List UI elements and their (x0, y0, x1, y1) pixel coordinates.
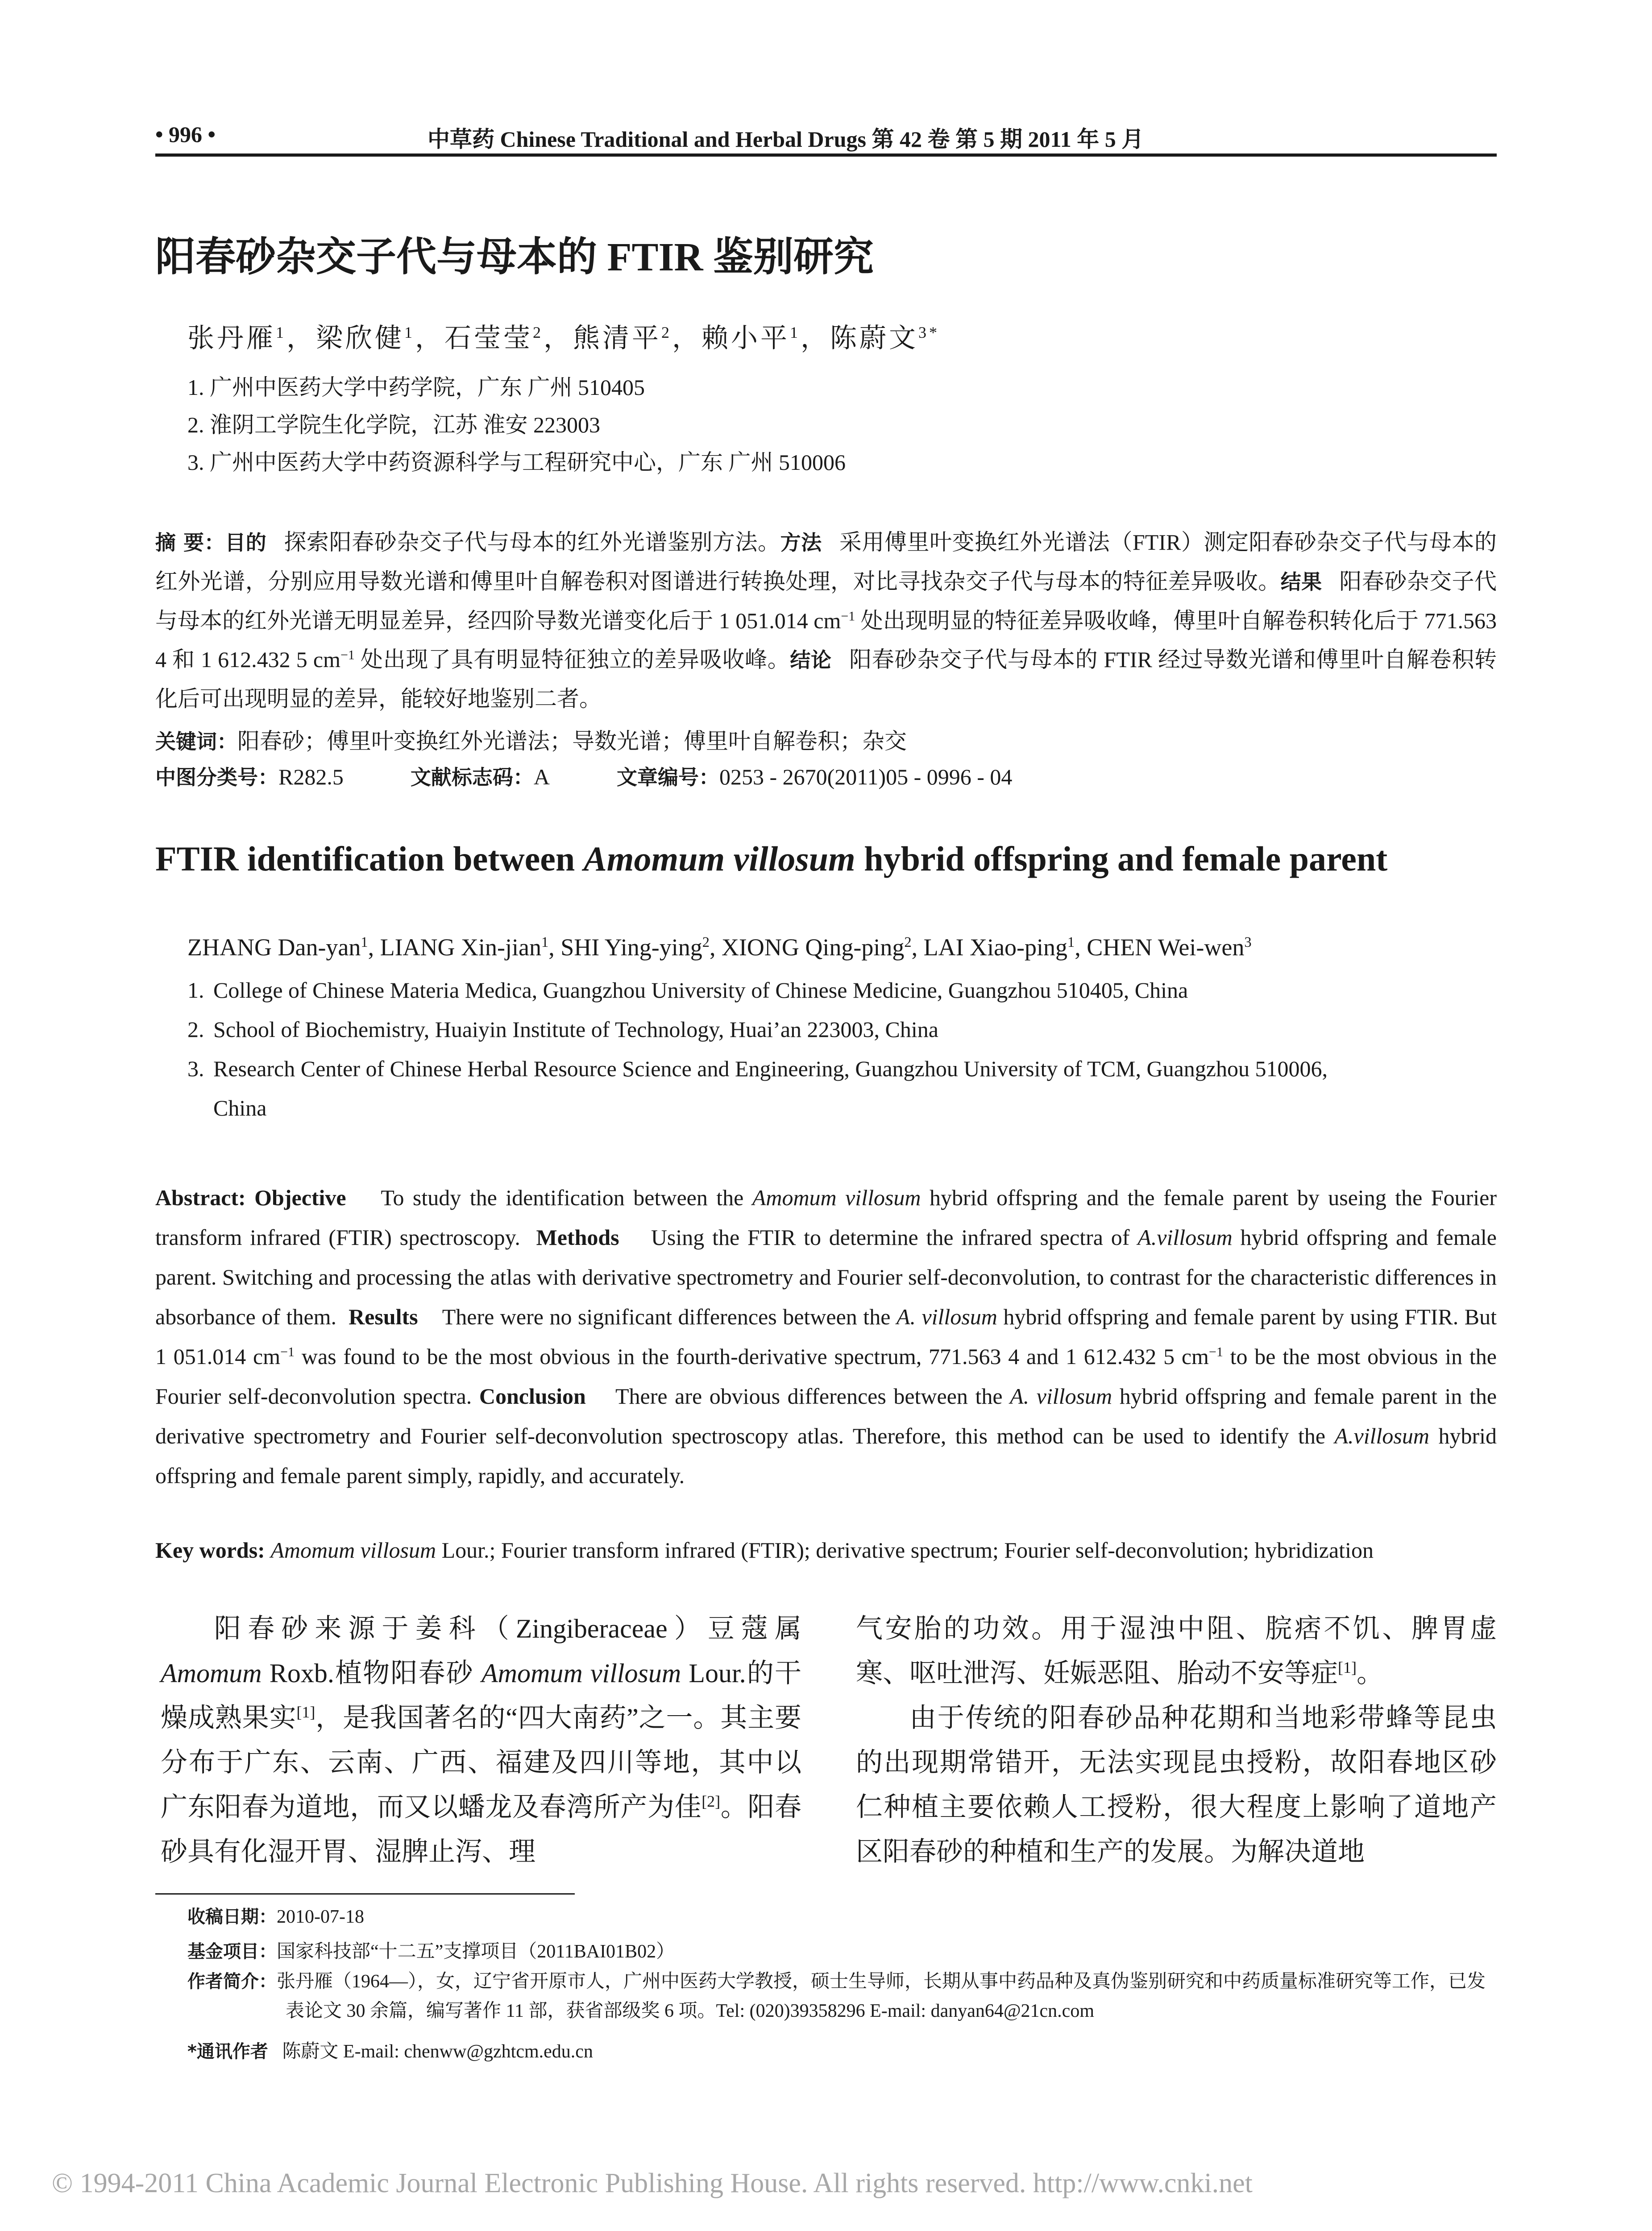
text: hybrid offspring and the female parent by useing the Fourier transform infrared (FTIR) spectroscopy. (155, 1185, 1497, 1250)
text: Using the FTIR to determine the infrared spectra of (651, 1225, 1138, 1250)
superscript: −1 (280, 1344, 295, 1360)
author-name: 张丹雁 (187, 323, 276, 353)
title-en-part2: hybrid offspring and female parent (855, 839, 1388, 878)
text: There were no significant differences between the (442, 1304, 897, 1329)
footnote-label: *通讯作者 (187, 2041, 268, 2062)
results-label: 结果 (1280, 570, 1322, 594)
journal-header: 中草药 Chinese Traditional and Herbal Drugs 第 42 卷 第 5 期 2011 年 5 月 (428, 127, 1144, 152)
text: hybrid offspring and female parent by using FTIR. But 1 051.014 cm (155, 1304, 1497, 1369)
species-name: Amomum villosum (481, 1659, 681, 1688)
aff-text: College of Chinese Materia Medica, Guangzhou University of Chinese Medicine, Guangzhou 510405, China (213, 978, 1188, 1003)
footnote-received (187, 1903, 364, 1928)
footnote-text: 张丹雁（1964—），女，辽宁省开原市人，广州中医药大学教授，硕士生导师，长期从事中药品种及真伪鉴别研究和中药质量标准研究等工作，已发表论文 30 余篇，编写著作 11 部，获省部级奖 6 项。Tel: (020)39358296 E-mail: danyan64@21cn.com (277, 1971, 1486, 2021)
author-name: 陈蔚文 (830, 323, 918, 353)
citation: [1] (296, 1703, 315, 1721)
conclusion-label: Conclusion (479, 1384, 586, 1409)
text: 。 (1356, 1659, 1383, 1688)
footnote-text: 陈蔚文 E-mail: chenww@gzhtcm.edu.cn (282, 2041, 593, 2062)
aff-text: School of Biochemistry, Huaiyin Institute of Technology, Huai’an 223003, China (213, 1017, 938, 1042)
page-number: • 996 • (155, 122, 216, 147)
body-paragraph: 由于传统的阳春砂品种花期和当地彩带蜂等昆虫的出现期常错开，无法实现昆虫授粉，故阳春地区砂仁种植主要依赖人工授粉，很大程度上影响了道地产区阳春砂的种植和生产的发展。为解决道地 (856, 1703, 1497, 1866)
text: ，是我国著名的“四大南药”之一。其主要分布于广东、云南、广西、福建及四川等地，其中以广东阳春为道地，而又以蟠龙及春湾所产为佳 (161, 1703, 802, 1822)
abstract-chinese (155, 523, 1497, 718)
text: To study the identification between the (381, 1185, 752, 1210)
affiliation-en-2 (187, 1016, 938, 1042)
objective-label: 目的 (225, 531, 267, 555)
author-affiliation-mark: 1 (404, 323, 415, 341)
species-name: A. villosum (1010, 1384, 1112, 1409)
aff-num: 2. (187, 1017, 204, 1042)
keywords-text-en: Lour.; Fourier transform infrared (FTIR); derivative spectrum; Fourier self-deconvolution; hybridization (436, 1538, 1374, 1563)
body-column-right (856, 1606, 1497, 1874)
body-column-left (161, 1606, 801, 1874)
author-name: 石莹莹 (444, 323, 533, 353)
abstract-english (155, 1178, 1497, 1496)
footnote-label: 基金项目： (187, 1941, 277, 1962)
superscript: −1 (1208, 1344, 1223, 1360)
citation: [1] (1338, 1659, 1357, 1676)
text: 阳春砂来源于姜科（Zingiberaceae）豆蔻属 (214, 1614, 801, 1643)
affiliation-cn-2: 2. 淮阴工学院生化学院，江苏 淮安 223003 (187, 412, 600, 437)
footnote-text: 国家科技部“十二五”支撑项目（2011BAI01B02） (277, 1941, 675, 1962)
footnote-corresponding (187, 2036, 593, 2063)
author-affiliation-mark: 1 (361, 934, 368, 950)
methods-label: 方法 (780, 531, 822, 555)
author-affiliation-mark: 2 (904, 934, 912, 950)
article-number-value: 0253 - 2670(2011)05 - 0996 - 04 (719, 764, 1013, 789)
author-name: ZHANG Dan-yan (187, 934, 361, 961)
species-name: Amomum villosum (270, 1538, 436, 1563)
results-text-3: 处出现了具有明显特征独立的差异吸收峰。 (354, 647, 790, 672)
conclusion-text: 阳春砂杂交子代与母本的 FTIR 经过导数光谱和傅里叶自解卷积转化后可出现明显的差异，能较好地鉴别二者。 (155, 647, 1497, 711)
affiliation-en-3-cont (213, 1095, 266, 1121)
author-name: 梁欣健 (316, 323, 404, 353)
author-affiliation-mark: 2 (533, 323, 544, 341)
text: There are obvious differences between the (615, 1384, 1010, 1409)
classification-line (155, 761, 1012, 791)
copyright-notice: © 1994-2011 China Academic Journal Electronic Publishing House. All rights reserved. http://www.cnki.net (52, 2168, 1253, 2198)
genus-name: Amomum (161, 1659, 262, 1688)
footnote-label: 作者简介： (187, 1971, 277, 1992)
superscript: −1 (841, 609, 855, 624)
author-affiliation-mark: 2 (702, 934, 710, 950)
text: to be the most obvious in the Fourier self-deconvolution spectra. (155, 1344, 1497, 1409)
species-name: A. villosum (896, 1304, 997, 1329)
footnote-text: 2010-07-18 (277, 1907, 364, 1927)
text: hybrid offspring and female parent in the derivative spectrometry and Fourier self-deconvolution spectroscopy atlas. Therefore, this method can be used to identify the (155, 1384, 1497, 1448)
citation: [2] (701, 1792, 721, 1810)
author-name: CHEN Wei-wen (1087, 934, 1245, 961)
superscript: −1 (340, 647, 355, 663)
author-affiliation-mark: 3* (918, 323, 940, 341)
aff-text: Research Center of Chinese Herbal Resource Science and Engineering, Guangzhou University of TCM, Guangzhou 510006, (213, 1056, 1328, 1081)
doc-code-value: A (533, 764, 550, 789)
keywords-english (155, 1530, 1497, 1570)
affiliation-en-1 (187, 977, 1188, 1003)
results-text: 阳春砂杂交子代与母本的红外光谱无明显差异，经四阶导数光谱变化后于 1 051.014 cm (155, 569, 1497, 633)
author-affiliation-mark: 1 (1067, 934, 1075, 950)
conclusion-label: 结论 (790, 648, 832, 672)
affiliation-en-3 (187, 1056, 1328, 1082)
title-english (155, 839, 1387, 879)
author-name: 熊清平 (573, 323, 661, 353)
article-number-label: 文章编号： (616, 765, 719, 789)
keywords-chinese (155, 722, 1497, 761)
doc-code-label: 文献标志码： (410, 765, 534, 789)
clc-label: 中图分类号： (155, 765, 278, 789)
results-label: Results (349, 1304, 418, 1329)
text: was found to be the most obvious in the fourth-derivative spectrum, 771.563 4 and 1 612.432 5 cm (295, 1344, 1209, 1369)
author-affiliation-mark: 1 (276, 323, 286, 341)
body-paragraph (856, 1606, 1497, 1696)
title-en-species: Amomum villosum (583, 839, 855, 878)
methods-text: 采用傅里叶变换红外光谱法（FTIR）测定阳春砂杂交子代与母本的红外光谱，分别应用导数光谱和傅里叶自解卷积对图谱进行转换处理，对比寻找杂交子代与母本的特征差异吸收。 (155, 530, 1497, 594)
results-text-2: 处出现明显的特征差异吸收峰，傅里叶自解卷积转化后于 771.563 4 和 1 612.432 5 cm (155, 608, 1497, 672)
clc-value: R282.5 (278, 764, 344, 789)
author-name: LIANG Xin-jian (380, 934, 542, 961)
author-name: 赖小平 (701, 323, 790, 353)
species-name: Amomum villosum (752, 1185, 921, 1210)
body-paragraph (161, 1606, 801, 1874)
title-en-part1: FTIR identification between (155, 839, 584, 878)
author-affiliation-mark: 3 (1244, 934, 1252, 950)
text: 。阳春砂具有化湿开胃、湿脾止泻、理 (161, 1792, 801, 1866)
keywords-label-en: Key words: (155, 1538, 265, 1563)
author-name: XIONG Qing-ping (721, 934, 905, 961)
author-affiliation-mark: 2 (661, 323, 672, 341)
authors-english: ZHANG Dan-yan$^1$, LIANG Xin-jian$^1$, SHI Ying-ying$^2$, XIONG Qing-ping$^2$, LAI Xiao-ping$^1$, CHEN Wei-wen$^3$ (187, 934, 1252, 961)
keywords-label: 关键词： (155, 730, 237, 754)
text: hybrid offspring and female parent simply, rapidly, and accurately. (155, 1423, 1497, 1488)
header-rule (155, 153, 1497, 157)
aff-text: China (213, 1095, 267, 1120)
text: 气安胎的功效。用于湿浊中阻、脘痞不饥、脾胃虚寒、呕吐泄泻、妊娠恶阻、胎动不安等症 (856, 1614, 1497, 1688)
species-name: A.villosum (1137, 1225, 1233, 1250)
species-name: A.villosum (1334, 1423, 1429, 1448)
text: Lour.的干燥成熟果实 (161, 1659, 801, 1733)
author-name: LAI Xiao-ping (923, 934, 1068, 961)
footnote-rule (155, 1893, 575, 1895)
author-name: SHI Ying-ying (560, 934, 702, 961)
title-chinese: 阳春砂杂交子代与母本的 FTIR 鉴别研究 (155, 235, 874, 279)
footnote-fund (187, 1937, 675, 1963)
authors-chinese: 张丹雁$^1$，梁欣健$^1$，石莹莹$^2$，熊清平$^2$，赖小平$^1$，陈蔚文$^{3*}$ (187, 323, 940, 353)
affiliation-cn-3: 3. 广州中医药大学中药资源科学与工程研究中心，广东 广州 510006 (187, 450, 846, 475)
footnote-bio (187, 1967, 1490, 2026)
aff-num: 3. (187, 1056, 204, 1081)
text: hybrid offspring and female parent. Switching and processing the atlas with derivative spectrometry and Fourier self-deconvolution, to contrast for the characteristic differences in absorbance of them. (155, 1225, 1497, 1329)
author-affiliation-mark: 1 (541, 934, 549, 950)
methods-label: Methods (536, 1225, 619, 1250)
footnote-label: 收稿日期： (187, 1907, 277, 1927)
keywords-text: 阳春砂；傅里叶变换红外光谱法；导数光谱；傅里叶自解卷积；杂交 (237, 729, 907, 754)
affiliation-cn-1: 1. 广州中医药大学中药学院，广东 广州 510405 (187, 375, 645, 400)
abstract-label: 摘 要： (155, 531, 225, 555)
abstract-objective-label: Abstract: Objective (155, 1185, 346, 1210)
text: Roxb.植物阳春砂 (261, 1659, 482, 1688)
author-affiliation-mark: 1 (790, 323, 801, 341)
objective-text: 探索阳春砂杂交子代与母本的红外光谱鉴别方法。 (284, 530, 780, 555)
aff-num: 1. (187, 978, 204, 1003)
